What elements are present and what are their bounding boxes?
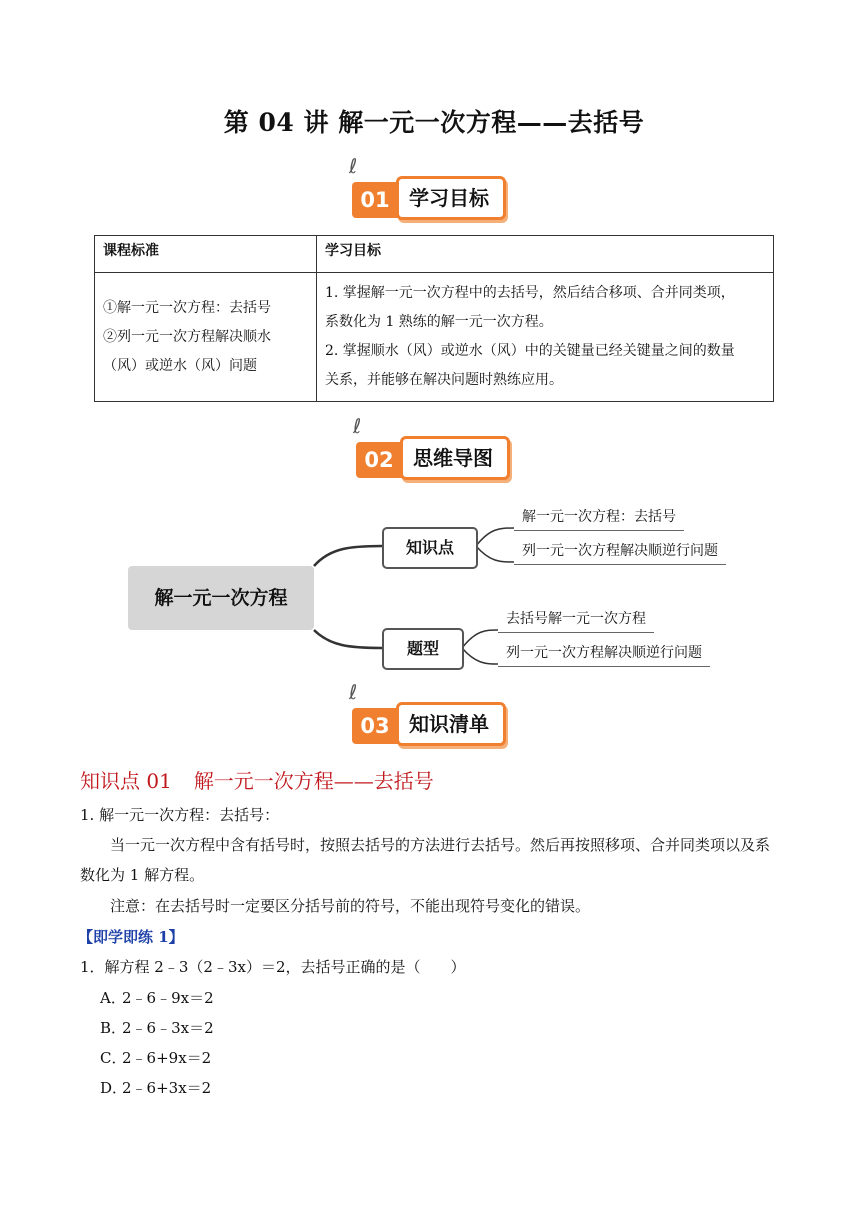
section-label: 思维导图 (400, 436, 510, 480)
mindmap-leaf: 列一元一次方程解决顺逆行问题 (498, 640, 710, 667)
objective-line: 2. 掌握顺水（风）或逆水（风）中的关键量已经关键量之间的数量 (325, 343, 735, 359)
option-b (100, 1017, 214, 1038)
body-text-line: 数化为 1 解方程。 (80, 866, 205, 884)
standard-line: ②列一元一次方程解决顺水 (103, 328, 271, 345)
mindmap-leaf: 解一元一次方程：去括号 (514, 504, 684, 531)
option-a (100, 987, 214, 1008)
objective-line: 系数化为 1 熟练的解一元一次方程。 (325, 314, 553, 330)
hook-icon: ℓ (353, 414, 362, 438)
practice-label: 【即学即练 1】 (78, 928, 184, 946)
hook-icon: ℓ (349, 680, 358, 704)
option-key: D． (100, 1079, 128, 1097)
section-label: 知识清单 (396, 702, 506, 746)
option-text: 2﹣6+3x＝2 (122, 1079, 212, 1097)
note-text: 注意：在去括号时一定要区分括号前的符号，不能出现符号变化的错误。 (110, 897, 591, 915)
mindmap-branch-knowledge: 知识点 (382, 527, 478, 569)
mindmap-branch-types: 题型 (382, 628, 464, 670)
mindmap-leaf: 去括号解一元一次方程 (498, 606, 654, 633)
option-key: A． (100, 989, 126, 1007)
knowledge-point-label: 知识点 01 (80, 769, 172, 793)
mindmap-root: 解一元一次方程 (128, 566, 314, 630)
standard-line: ①解一元一次方程：去括号 (103, 299, 271, 316)
page-title: 第 04 讲 解一元一次方程——去括号 (223, 108, 645, 137)
option-d (100, 1077, 211, 1098)
table-header: 课程标准 (95, 236, 317, 273)
table-header: 学习目标 (317, 236, 774, 273)
mindmap-leaf: 列一元一次方程解决顺逆行问题 (514, 538, 726, 565)
objective-line: 关系，并能够在解决问题时熟练应用。 (325, 372, 563, 388)
option-c (100, 1047, 211, 1068)
option-text: 2﹣6﹣9x＝2 (122, 989, 214, 1007)
item-heading: 1. 解一元一次方程：去括号： (80, 806, 280, 824)
option-key: B． (100, 1019, 127, 1037)
option-text: 2﹣6﹣3x＝2 (122, 1019, 214, 1037)
hook-icon: ℓ (349, 154, 358, 178)
section-number: 03 (352, 708, 398, 744)
section-label: 学习目标 (396, 176, 506, 220)
standard-line: （风）或逆水（风）问题 (103, 357, 257, 374)
knowledge-point-name: 解一元一次方程——去括号 (193, 769, 434, 793)
practice-question: 1．解方程 2﹣3（2﹣3x）＝2，去括号正确的是（ ） (80, 958, 466, 976)
knowledge-point-title (80, 765, 434, 794)
section-number: 01 (352, 182, 398, 218)
objective-line: 1. 掌握解一元一次方程中的去括号，然后结合移项、合并同类项， (325, 285, 735, 301)
option-text: 2﹣6+9x＝2 (122, 1049, 212, 1067)
body-text-line: 当一元一次方程中含有括号时，按照去括号的方法进行去括号。然后再按照移项、合并同类项以及系 (110, 836, 771, 854)
option-key: C． (100, 1049, 127, 1067)
section-number: 02 (356, 442, 402, 478)
